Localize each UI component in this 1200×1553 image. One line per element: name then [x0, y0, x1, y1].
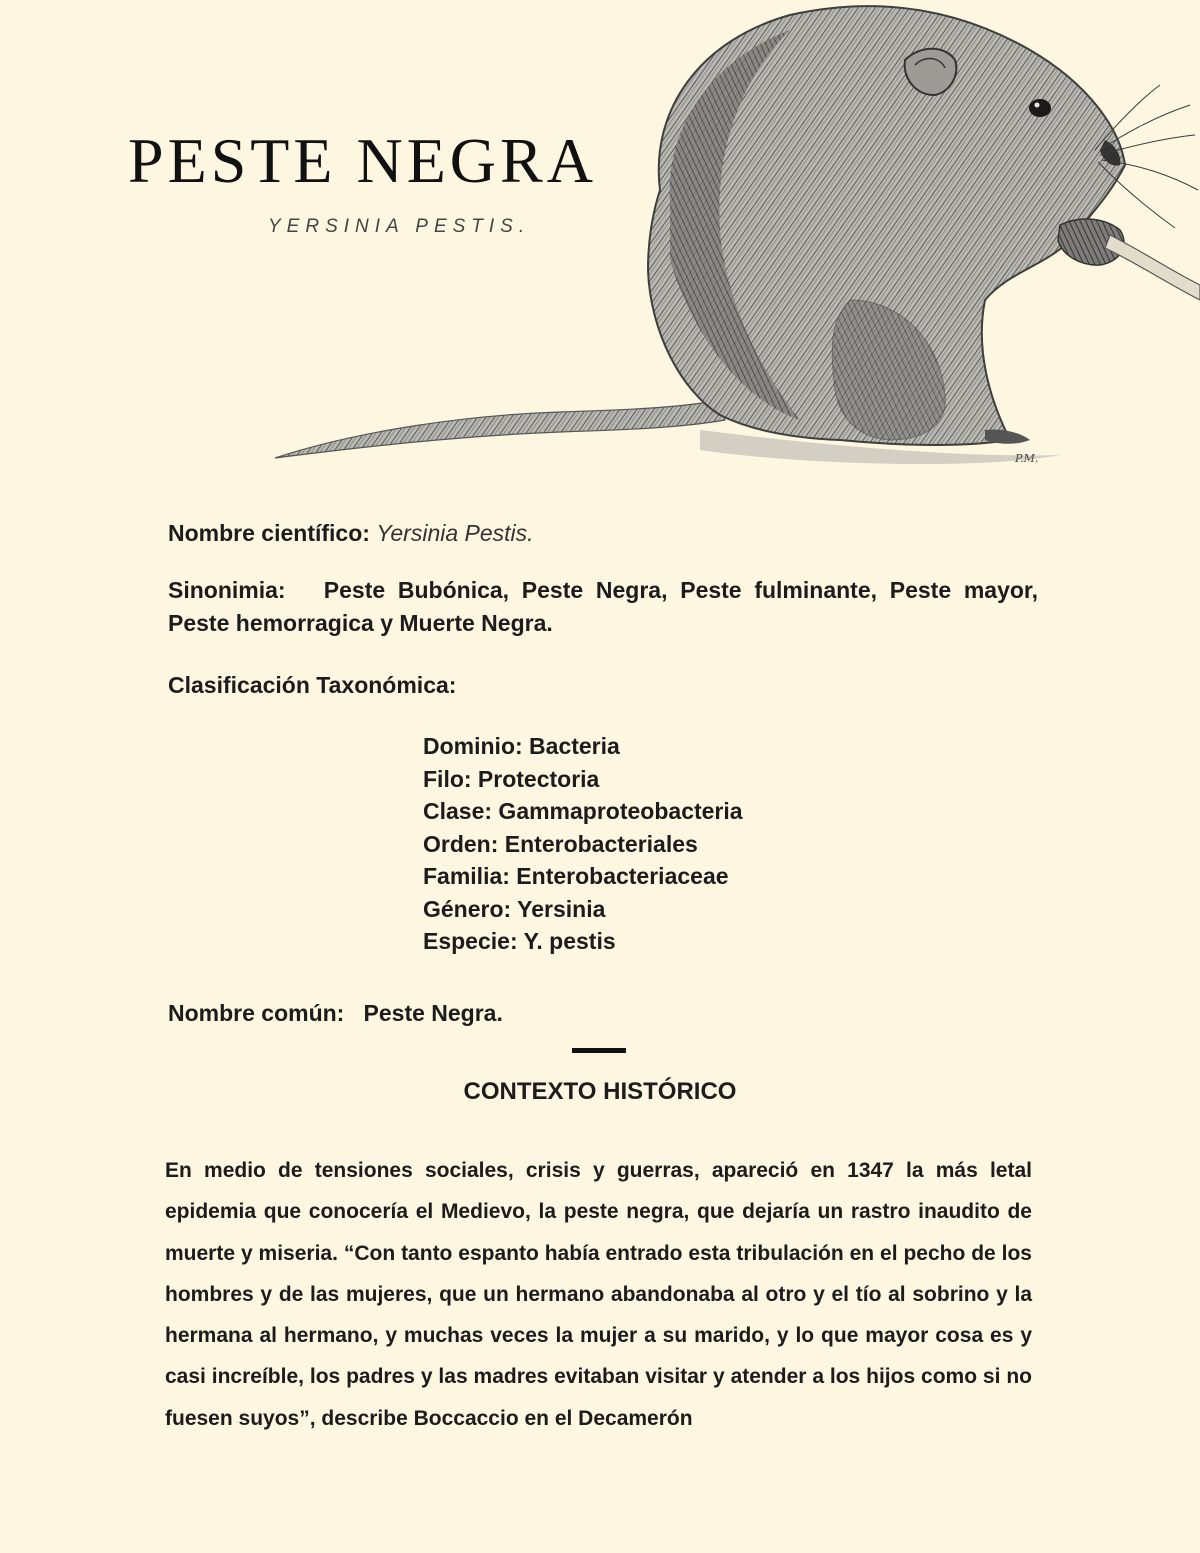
common-name-label: Nombre común: — [168, 1000, 345, 1026]
taxonomy-item-orden: Orden: Enterobacteriales — [423, 830, 698, 857]
rat-tail — [275, 400, 725, 458]
common-name-value: Peste Negra. — [363, 1000, 503, 1026]
page-title: PESTE NEGRA — [128, 125, 597, 196]
scientific-name-value: Yersinia Pestis. — [376, 520, 534, 546]
scientific-name-label: Nombre científico: — [168, 520, 370, 546]
rat-illustration — [270, 0, 1200, 475]
history-paragraph: En medio de tensiones sociales, crisis y guerras, apareció en 1347 la más letal epidemia que conocería el Medievo, la peste negra, que dejaría un rastro inaudito de muerte y miseria. “Con tanto espanto había entrado esta tribulación en el pecho de los hombres y de las mujeres, que un hermano abandonaba al otro y el tío al sobrino y la hermana al hermano, y muchas veces la mujer a su marido, y lo que mayor cosa es y casi increíble, los padres y las madres evitaban visitar y atender a los hijos como si no fuesen suyos”, describe Boccaccio en el Decamerón — [165, 1159, 1032, 1430]
stem — [1105, 235, 1200, 300]
history-heading: CONTEXTO HISTÓRICO — [463, 1078, 737, 1105]
artist-signature: P.M. — [1015, 452, 1039, 465]
taxonomy-item-dominio: Dominio: Bacteria — [423, 733, 620, 759]
synonymy-label: Sinonimia: — [168, 577, 286, 603]
taxonomy-label: Clasificación Taxonómica: — [168, 672, 457, 698]
synonymy-row — [168, 574, 1038, 640]
rat-eye — [1029, 99, 1051, 117]
taxonomy-list — [423, 730, 743, 958]
taxonomy-item-familia: Familia: Enterobacteriaceae — [423, 863, 729, 889]
taxonomy-item-genero: Género: Yersinia — [423, 895, 606, 922]
section-divider — [572, 1048, 626, 1053]
taxonomy-item-especie: Especie: Y. pestis — [423, 928, 616, 954]
synonymy-value: Peste Bubónica, Peste Negra, Peste fulminante, Peste mayor, Peste hemorragica y Muerte Negra. — [168, 577, 1039, 636]
front-foot — [985, 429, 1030, 443]
scientific-name-row — [168, 517, 1038, 550]
taxonomy-item-filo: Filo: Protectoria — [423, 765, 600, 792]
taxonomy-item-clase: Clase: Gammaproteobacteria — [423, 798, 743, 824]
page-subtitle: YERSINIA PESTIS. — [268, 216, 531, 237]
common-name-row — [168, 997, 1038, 1030]
